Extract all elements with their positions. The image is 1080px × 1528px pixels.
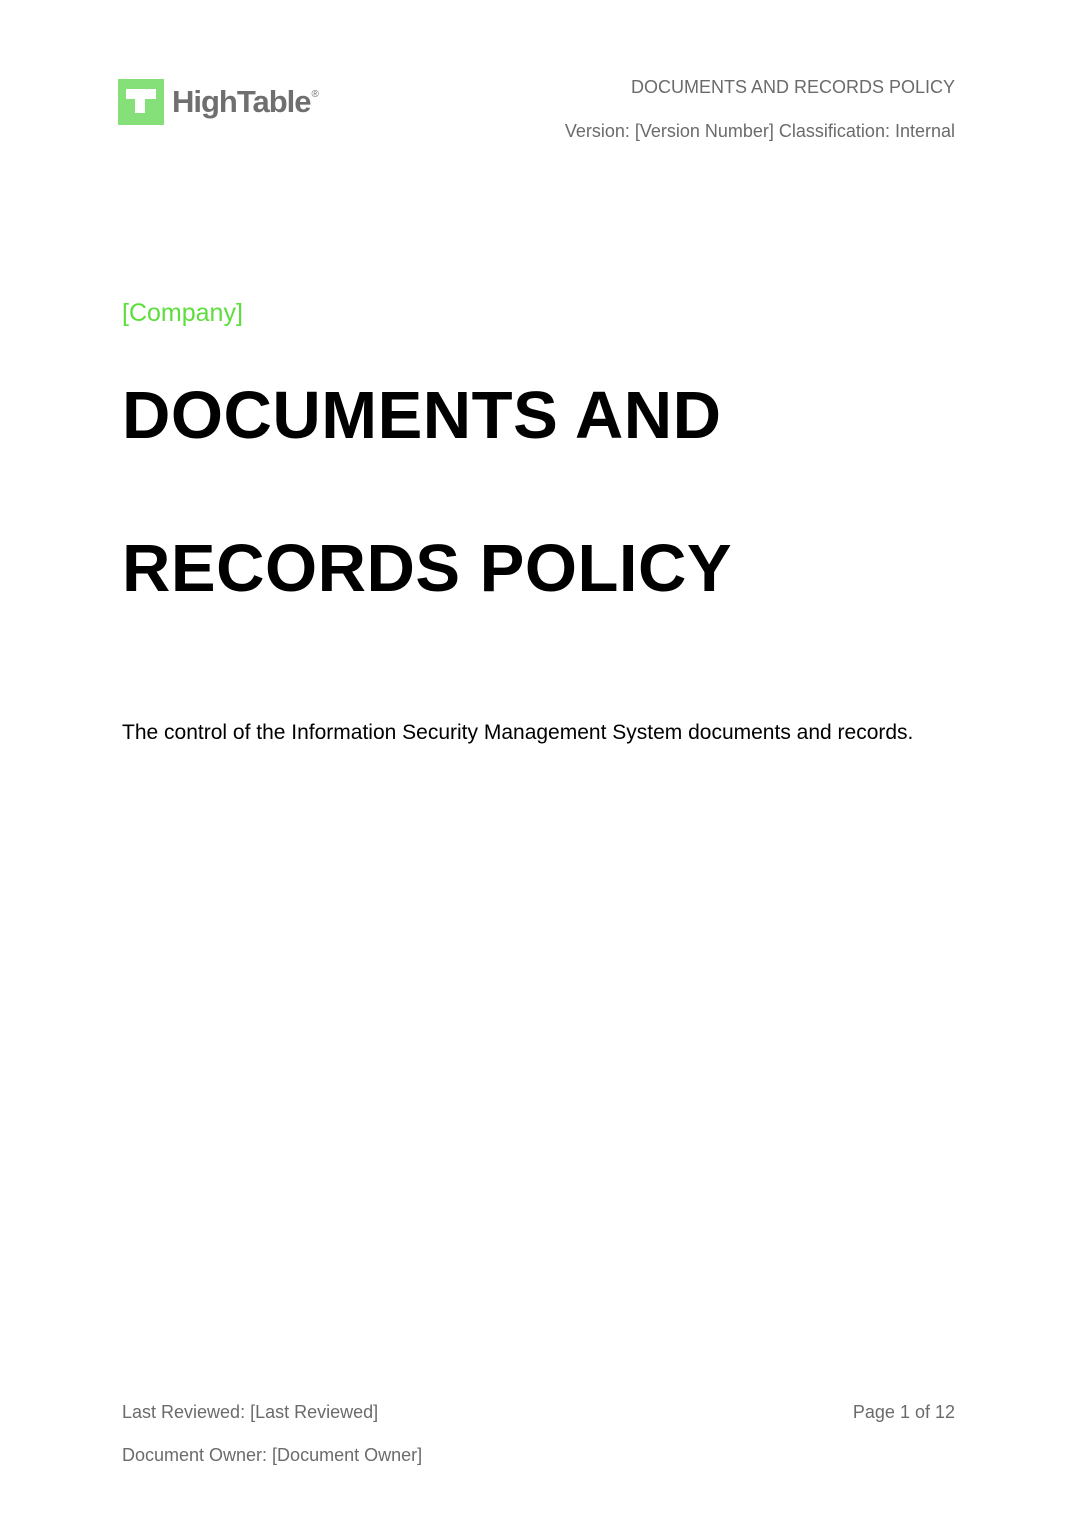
document-title — [122, 378, 982, 684]
registered-mark: ® — [311, 88, 319, 100]
footer-last-reviewed: Last Reviewed: [Last Reviewed] — [122, 1402, 379, 1422]
document-title-line-1: DOCUMENTS AND — [122, 378, 722, 453]
document-title-line-2: RECORDS POLICY — [122, 531, 733, 606]
logo-text: HighTable — [172, 84, 311, 119]
footer-page-number: Page 1 of 12 — [852, 1402, 955, 1422]
footer-document-owner: Document Owner: [Document Owner] — [122, 1445, 423, 1465]
hightable-logo — [118, 79, 319, 125]
company-placeholder: [Company] — [122, 299, 243, 327]
hightable-logo-icon — [118, 79, 164, 125]
header-document-title: DOCUMENTS AND RECORDS POLICY — [630, 77, 955, 97]
document-description: The control of the Information Security Management System documents and records. — [122, 721, 914, 744]
header-version-classification: Version: [Version Number] Classification: Internal — [564, 121, 955, 141]
